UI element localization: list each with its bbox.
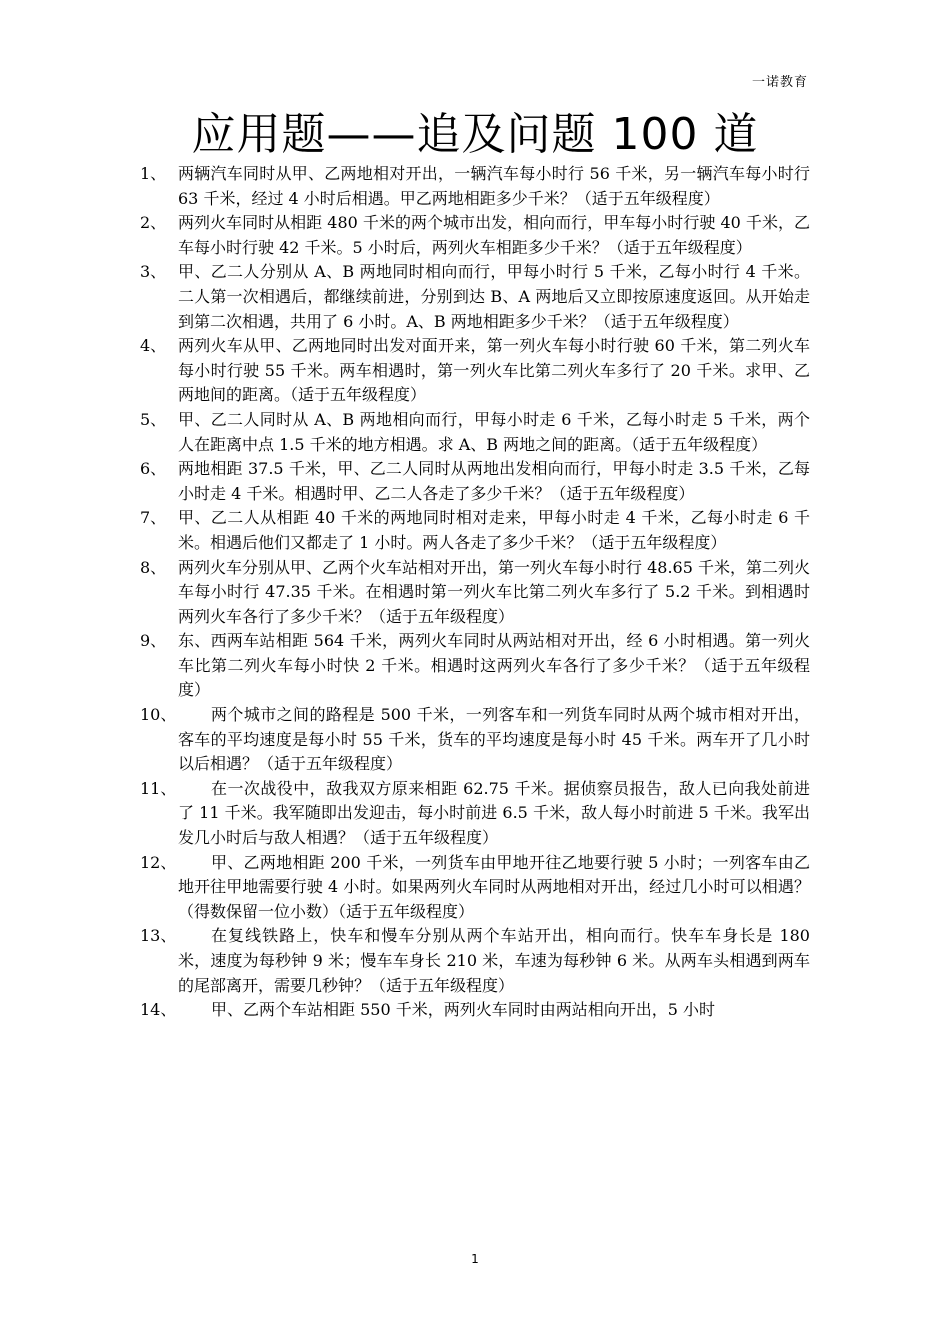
question-text: 在一次战役中，敌我双方原来相距 62.75 千米。据侦察员报告，敌人已向我处前进了 11 千米。我军随即出发迎击，每小时前进 6.5 千米，敌人每小时前进 5 千米。我军出发几小时后与敌人相遇？（适于五年级程度） [178, 778, 810, 848]
question-number: 11、 [140, 778, 177, 798]
question-item [140, 924, 810, 998]
question-number: 6、 [140, 459, 167, 479]
question-text: 甲、乙二人从相距 40 千米的两地同时相对走来，甲每小时走 4 千米，乙每小时走 6 千米。相遇后他们又都走了 1 小时。两人各走了多少千米？（适于五年级程度） [178, 508, 810, 552]
question-list [140, 162, 810, 1023]
question-text: 两列火车从甲、乙两地同时出发对面开来，第一列火车每小时行驶 60 千米，第二列火车每小时行驶 55 千米。两车相遇时，第一列火车比第二列火车多行了 20 千米。求甲、乙两地间的距离。（适于五年级程度） [178, 336, 810, 405]
question-number: 2、 [140, 213, 167, 233]
question-text: 甲、乙两地相距 200 千米，一列货车由甲地开往乙地要行驶 5 小时；一列客车由乙地开往甲地需要行驶 4 小时。如果两列火车同时从两地相对开出，经过几小时可以相遇？（得数保留一位小数）（适于五年级程度） [178, 852, 810, 921]
question-item [140, 334, 810, 408]
question-number: 7、 [140, 508, 167, 528]
question-number: 3、 [140, 262, 167, 282]
question-item [140, 703, 810, 777]
page-number: 1 [471, 1252, 479, 1266]
question-number: 10、 [140, 705, 177, 725]
question-item [140, 629, 810, 703]
question-number: 5、 [140, 409, 167, 429]
question-number: 1、 [140, 164, 167, 183]
question-item [140, 998, 810, 1023]
question-text: 甲、乙二人同时从 A、B 两地相向而行，甲每小时走 6 千米，乙每小时走 5 千米，两个人在距离中点 1.5 千米的地方相遇。求 A、B 两地之间的距离。（适于五年级程度） [178, 409, 810, 454]
question-item [140, 851, 810, 925]
question-item [140, 211, 810, 260]
question-text: 两个城市之间的路程是 500 千米，一列客车和一列货车同时从两个城市相对开出，客车的平均速度是每小时 55 千米，货车的平均速度是每小时 45 千米。两车开了几小时以后相遇？（适于五年级程度） [178, 705, 810, 774]
question-item [140, 260, 810, 334]
question-number: 12、 [140, 852, 177, 872]
question-text: 两地相距 37.5 千米，甲、乙二人同时从两地出发相向而行，甲每小时走 3.5 千米，乙每小时走 4 千米。相遇时甲、乙二人各走了多少千米？（适于五年级程度） [178, 459, 810, 503]
question-item [140, 506, 810, 555]
question-item [140, 777, 810, 851]
question-text: 甲、乙二人分别从 A、B 两地同时相向而行，甲每小时行 5 千米，乙每小时行 4 千米。二人第一次相遇后，都继续前进，分别到达 B、A 两地后又立即按原速度返回。从开始走到第二次相遇，共用了 6 小时。A、B 两地相距多少千米？（适于五年级程度） [178, 262, 810, 331]
page-header-brand: 一诺教育 [751, 75, 808, 90]
question-text: 在复线铁路上，快车和慢车分别从两个车站开出，相向而行。快车车身长是 180 米，速度为每秒钟 9 米；慢车车身长 210 米，车速为每秒钟 6 米。从两车头相遇到两车的尾部离开，需要几秒钟？（适于五年级程度） [178, 926, 810, 995]
question-item [140, 408, 810, 457]
question-number: 4、 [140, 336, 167, 356]
question-text: 两列火车同时从相距 480 千米的两个城市出发，相向而行，甲车每小时行驶 40 千米，乙车每小时行驶 42 千米。5 小时后，两列火车相距多少千米？（适于五年级程度） [178, 213, 810, 257]
question-number: 13、 [140, 926, 177, 946]
question-number: 8、 [140, 557, 167, 577]
question-number: 9、 [140, 631, 167, 651]
question-item [140, 162, 810, 211]
document-title: 应用题——追及问题 100 道 [191, 109, 759, 160]
question-item [140, 457, 810, 506]
question-number: 14、 [140, 1000, 177, 1020]
question-text: 甲、乙两个车站相距 550 千米，两列火车同时由两站相向开出，5 小时 [211, 1000, 715, 1020]
question-text: 两列火车分别从甲、乙两个火车站相对开出，第一列火车每小时行 48.65 千米，第二列火车每小时行 47.35 千米。在相遇时第一列火车比第二列火车多行了 5.2 千米。到相遇时两列火车各行了多少千米？（适于五年级程度） [178, 557, 810, 626]
question-text: 两辆汽车同时从甲、乙两地相对开出，一辆汽车每小时行 56 千米，另一辆汽车每小时行 63 千米，经过 4 小时后相遇。甲乙两地相距多少千米？（适于五年级程度） [178, 164, 810, 208]
question-item [140, 556, 810, 630]
question-text: 东、西两车站相距 564 千米，两列火车同时从两站相对开出，经 6 小时相遇。第一列火车比第二列火车每小时快 2 千米。相遇时这两列火车各行了多少千米？（适于五年级程度） [178, 631, 810, 700]
